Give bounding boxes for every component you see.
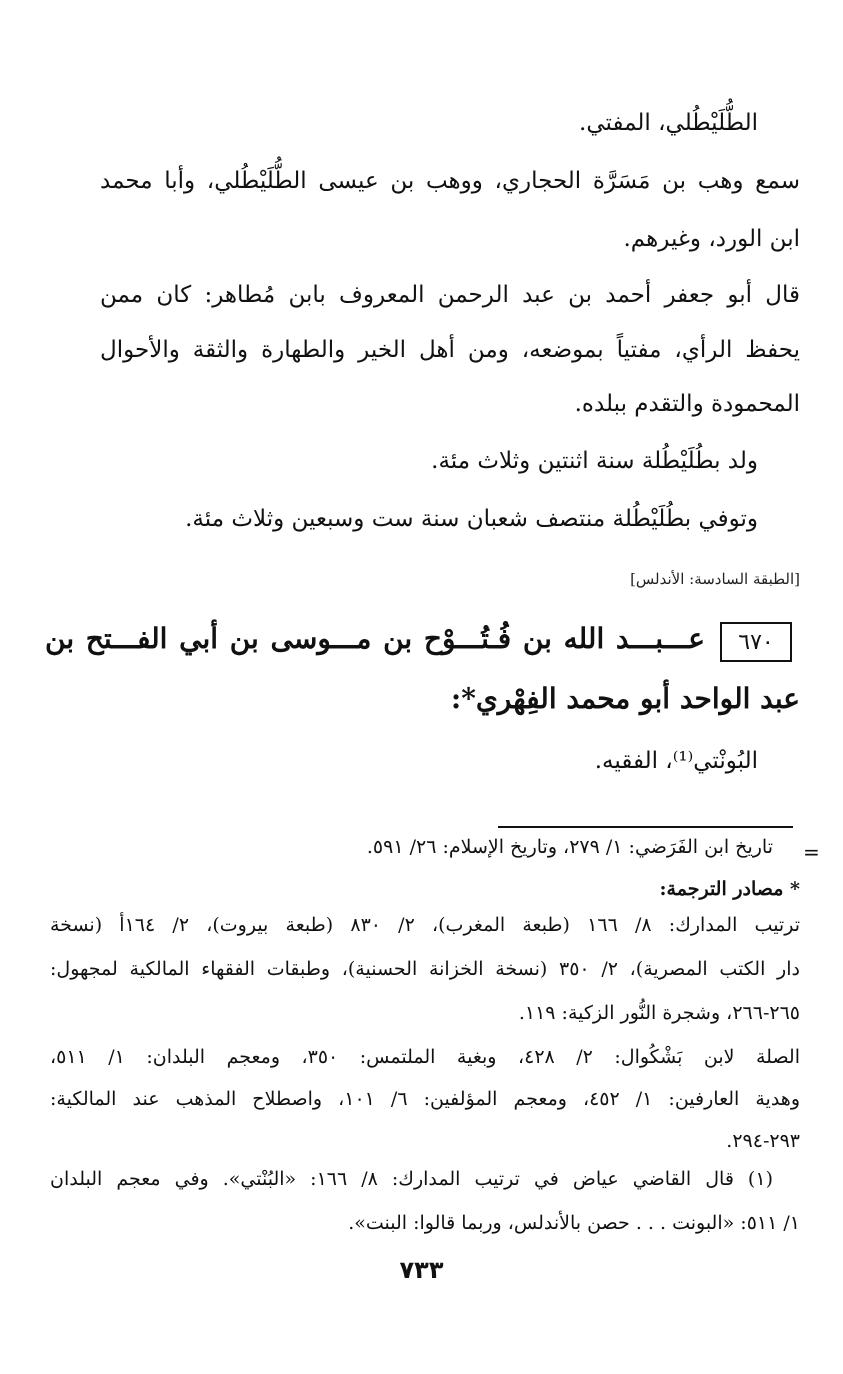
continuation-mark: = [803, 840, 820, 864]
footnote-separator [498, 826, 793, 828]
footnote-line: ٢٦٥-٢٦٦، وشجرة النُّور الزكية: ١١٩. [518, 1002, 800, 1024]
footnote-line: دار الكتب المصرية)، ٢/ ٣٥٠ (نسخة الخزانة الحسنية)، وطبقات الفقهاء المالكية لمجهول: [50, 958, 800, 980]
body-line: وتوفي بطُلَيْطُلة منتصف شعبان سنة ست وسبعين وثلاث مئة. [185, 506, 758, 532]
footnote-line: ٢٩٣-٢٩٤. [726, 1130, 800, 1152]
footnote-line: وهدية العارفين: ١/ ٤٥٢، ومعجم المؤلفين: ٦/ ١٠١، واصطلاح المذهب عند المالكية: [50, 1088, 800, 1110]
entry-number: ٦٧٠ [738, 629, 774, 655]
entry-number-box [720, 622, 792, 662]
entry-heading-line: عـــبـــد الله بن فُـتُـــوْح بن مـــوسى بن أبي الفـــتح بن [45, 622, 705, 655]
body-line: سمع وهب بن مَسَرَّة الحجاري، ووهب بن عيسى الطُّلَيْطُلي، وأبا محمد [100, 168, 800, 194]
entry-heading-line: عبد الواحد أبو محمد الفِهْري*: [450, 682, 800, 715]
body-line: ولد بطُلَيْطُلة سنة اثنتين وثلاث مئة. [431, 448, 758, 474]
body-line: الطُّلَيْطُلي، المفتي. [579, 110, 758, 136]
body-line: المحمودة والتقدم ببلده. [574, 391, 800, 417]
footnote-line: ترتيب المدارك: ٨/ ١٦٦ (طبعة المغرب)، ٢/ ٨٣٠ (طبعة بيروت)، ٢/ ١٦٤أ (نسخة [50, 914, 800, 936]
body-line: يحفظ الرأي، مفتياً بموضعه، ومن أهل الخير والطهارة والثقة والأحوال [100, 337, 800, 363]
body-line: ابن الورد، وغيرهم. [623, 226, 800, 252]
footnote-line: (١) قال القاضي عياض في ترتيب المدارك: ٨/ ١٦٦: «البُنْتي». وفي معجم البلدان [50, 1168, 773, 1190]
section-label: [الطبقة السادسة: الأندلس] [630, 570, 800, 588]
entry-subline: البُونْتي⁽¹⁾، الفقيه. [594, 748, 758, 774]
footnote-line: الصلة لابن بَشْكُوال: ٢/ ٤٢٨، وبغية الملتمس: ٣٥٠، ومعجم البلدان: ١/ ٥١١، [50, 1046, 800, 1068]
footnote-continuation: تاريخ ابن الفَرَضي: ١/ ٢٧٩، وتاريخ الإسلام: ٢٦/ ٥٩١. [366, 836, 773, 858]
body-line: قال أبو جعفر أحمد بن عبد الرحمن المعروف بابن مُطاهر: كان ممن [100, 282, 800, 308]
footnote-line: ١/ ٥١١: «البونت . . . حصن بالأندلس، وربما قالوا: البنت». [348, 1212, 800, 1234]
page-number: ٧٣٣ [399, 1256, 444, 1284]
sources-title: * مصادر الترجمة: [659, 878, 800, 900]
